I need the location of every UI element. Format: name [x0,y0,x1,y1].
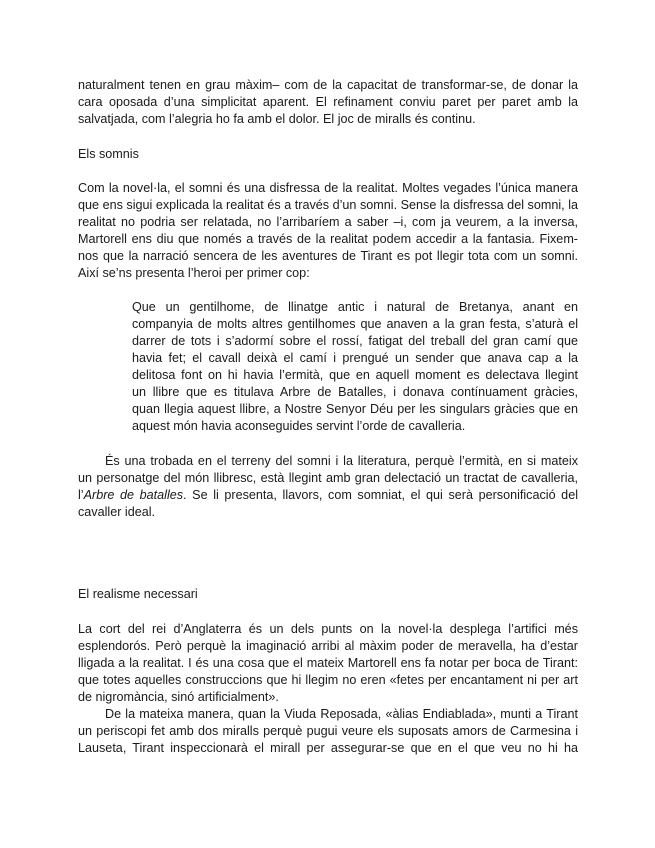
text-line: esplendorós. Però perquè la imaginació arribi al màxim poder de meravella, ha d’estar [78,639,578,653]
text-line: Lauseta, Tirant inspeccionarà el mirall per assegurar-se que en el que veu no hi ha [78,741,578,755]
quote-line: companyia de molts altres gentilhomes que anaven a la gran festa, s’aturà el [132,317,578,331]
text-line: lligada a la realitat. I és una cosa que el mateix Martorell ens fa notar per boca de Tirant: [78,656,578,670]
quote-line: delitosa font on hi havia l’ermità, que en aquell moment es delectava llegint [132,368,578,382]
text-line: cara oposada d’una simplicitat aparent. El refinament conviu paret per paret amb la [78,95,578,109]
text-line: salvatjada, com l’alegria ho fa amb el dolor. El joc de miralls és continu. [78,112,476,126]
text-line: de nigromància, sinó artificialment». [78,690,279,704]
quote-line: darrer de tots i s’adormí sobre el rossí, fatigat del treball del gran camí que [132,334,578,348]
quote-line: Que un gentilhome, de llinatge antic i natural de Bretanya, anant en [132,300,578,314]
text-line: nos que la narració sencera de les aventures de Tirant es pot llegir tota com un somni. [78,249,578,263]
text-line: un periscopi fet amb dos miralls perquè pugui veure els suposats amors de Carmesina i [78,724,578,738]
quote-line: havia fet; el cavall deixà el camí i prengué un sender que anava cap a la [132,351,578,365]
text-line: un personatge del món llibresc, està llegint amb gran delectació un tractat de cavalleria, [78,471,578,485]
text-line: És una trobada en el terreny del somni i la literatura, perquè l’ermità, en si mateix [105,454,578,468]
text-fragment: Se li presenta, llavors, com somniat, el qui serà personificació del [192,488,578,502]
text-line: Com la novel·la, el somni és una disfressa de la realitat. Moltes vegades l’única manera [78,181,578,195]
text-line: que totes aquelles construccions que hi llegim no eren «fetes per encantament ni per art [78,673,578,687]
text-line: que ens sigui explicada la realitat és a través d’un somni. Sense la disfressa del somni, la [78,198,578,212]
text-line: De la mateixa manera, quan la Viuda Reposada, «àlias Endiablada», munti a Tirant [105,707,578,721]
text-line: La cort del rei d’Anglaterra és un dels punts on la novel·la desplega l’artifici més [78,622,578,636]
text-fragment: . [183,488,187,502]
book-title: Arbre de batalles [83,488,184,502]
text-fragment: l’ [78,488,84,502]
section-heading: El realisme necessari [78,587,198,601]
section-heading: Els somnis [78,147,139,161]
quote-line: quan llegia aquest llibre, a Nostre Senyor Déu per les singulars gràcies que en [132,402,578,416]
text-line: Així se’ns presenta l’heroi per primer cop: [78,266,310,280]
text-line: cavaller ideal. [78,505,156,519]
quote-line: aquest món havia aconseguides servint l’orde de cavalleria. [132,419,466,433]
quote-line: un llibre que es titulava Arbre de Batalles, i donava contínuament gràcies, [132,385,578,399]
text-line [78,487,578,504]
text-line: Martorell ens diu que només a través de la realitat podem accedir a la fantasia. Fixem- [78,232,578,246]
text-line: realitat no podria ser relatada, no l’arribaríem a saber –i, com ja veurem, a la inversa, [78,215,578,229]
text-line: naturalment tenen en grau màxim– com de la capacitat de transformar-se, de donar la [78,78,578,92]
